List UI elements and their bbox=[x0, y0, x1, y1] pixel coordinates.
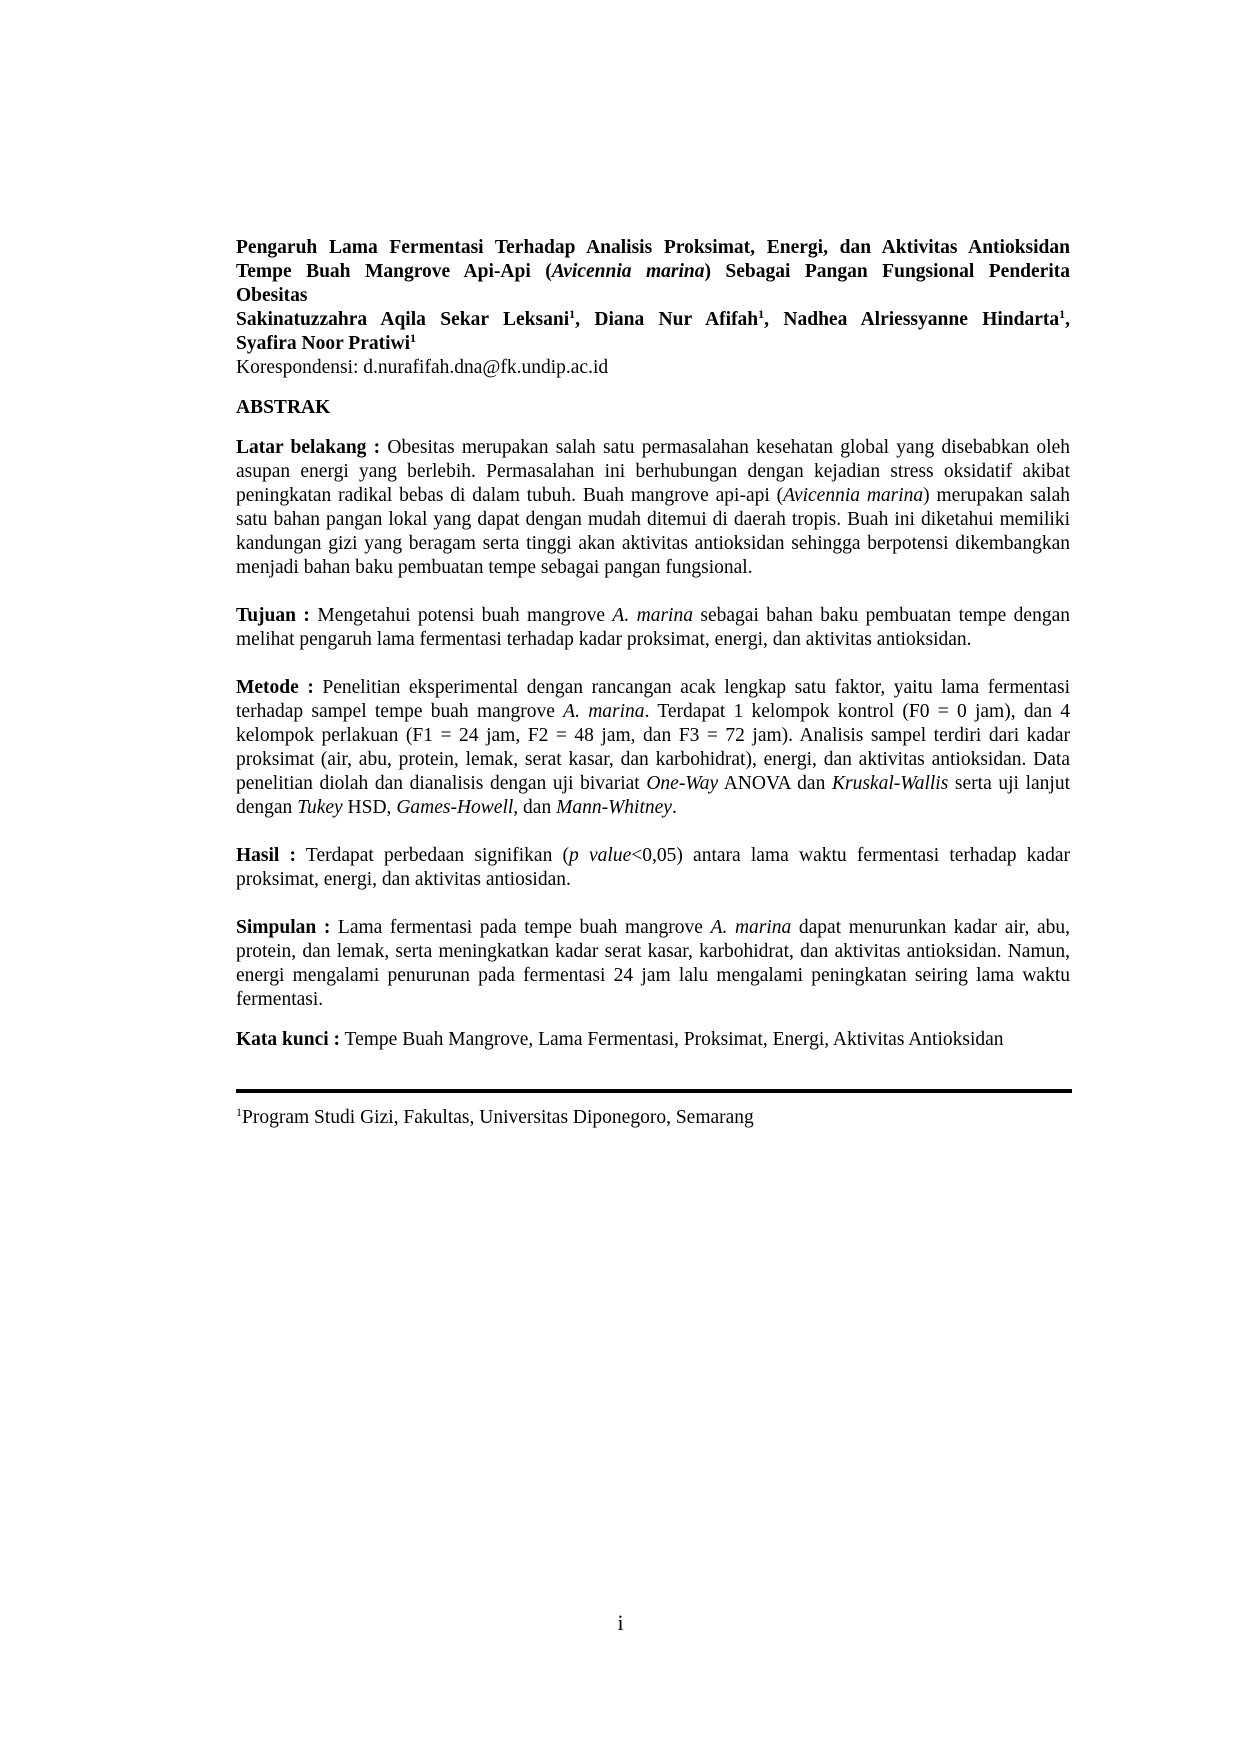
correspondence: Korespondensi: d.nurafifah.dna@fk.undip.ac.id bbox=[236, 357, 609, 378]
title-text: Tempe Buah Mangrove Api-Api ( bbox=[236, 261, 552, 282]
section-text: Lama fermentasi pada tempe buah mangrove bbox=[330, 917, 711, 938]
section-italic: A. marina bbox=[612, 605, 693, 626]
section-text: Terdapat perbedaan signifikan ( bbox=[296, 845, 570, 866]
author-name: Diana Nur Afifah bbox=[594, 309, 759, 330]
section-text: Penelitian eksperimental dengan rancangan acak lengkap satu faktor, yaitu lama fermentasi terhadap sampel tempe buah mangrove bbox=[236, 677, 1070, 722]
section-italic: Tukey bbox=[297, 797, 343, 818]
footnote-divider bbox=[236, 1089, 1072, 1093]
section-text: ANOVA dan bbox=[718, 773, 832, 794]
section-text: <0,05) antara lama waktu fermentasi terhadap kadar proksimat, energi, dan aktivitas antiosidan. bbox=[236, 845, 1070, 890]
section-text: Mengetahui potensi buah mangrove bbox=[309, 605, 613, 626]
section-label: Simpulan : bbox=[236, 917, 331, 938]
affiliation-marker: 1 bbox=[1059, 307, 1066, 321]
section-simpulan bbox=[236, 916, 1070, 1012]
author-name: Nadhea Alriessyanne Hindarta bbox=[783, 309, 1060, 330]
title-line-3: Obesitas bbox=[236, 285, 308, 306]
author-list bbox=[236, 308, 1070, 356]
section-text: HSD, bbox=[342, 797, 397, 818]
author-line-2 bbox=[236, 332, 1070, 356]
affiliation-footnote bbox=[236, 1106, 754, 1130]
section-text: Obesitas merupakan salah satu permasalahan kesehatan global yang disebabkan oleh asupan energi yang berlebih. Permasalahan ini berhubungan dengan kejadian stress oksidatif akibat peningkatan radikal bebas di dalam tubuh. Buah mangrove api-api ( bbox=[236, 437, 1070, 506]
section-tujuan bbox=[236, 604, 1070, 652]
keywords-text: Tempe Buah Mangrove, Lama Fermentasi, Proksimat, Energi, Aktivitas Antioksidan bbox=[340, 1029, 1004, 1050]
title-species: Avicennia marina bbox=[551, 261, 705, 282]
section-italic: Avicennia marina bbox=[783, 485, 924, 506]
title-text: ) Sebagai Pangan Fungsional Penderita bbox=[704, 261, 1070, 282]
footnote-marker: 1 bbox=[236, 1105, 242, 1119]
section-label: Metode : bbox=[236, 677, 314, 698]
affiliation-marker: 1 bbox=[410, 331, 417, 345]
section-label: Tujuan : bbox=[236, 605, 310, 626]
section-metode bbox=[236, 676, 1070, 820]
section-italic: A. marina bbox=[710, 917, 792, 938]
author-name: Syafira Noor Pratiwi bbox=[236, 333, 411, 354]
abstract-page bbox=[236, 236, 1070, 1052]
section-text: serta uji lanjut dengan bbox=[236, 773, 1070, 818]
section-italic: Kruskal-Wallis bbox=[831, 773, 949, 794]
title-line-2 bbox=[236, 260, 1070, 284]
section-text: sebagai bahan baku pembuatan tempe dengan melihat pengaruh lama fermentasi terhadap kadar proksimat, energi, dan aktivitas antioksidan. bbox=[236, 605, 1070, 650]
section-keywords bbox=[236, 1028, 1070, 1052]
author-line-1: Sakinatuzzahra Aqila Sekar Leksani$^1$, Diana Nur Afifah$^1$, Nadhea Alriessyanne Hindarta$^1$, bbox=[236, 307, 1071, 330]
section-text: ) merupakan salah satu bahan pangan lokal yang dapat dengan mudah ditemui di daerah tropis. Buah ini diketahui memiliki kandungan gizi yang beragam serta tinggi akan aktivitas antioksidan sehingga berpotensi dikembangkan menjadi bahan baku pembuatan tempe sebagai pangan fungsional. bbox=[236, 485, 1070, 578]
section-latar-belakang bbox=[236, 436, 1070, 580]
page-number: i bbox=[617, 1610, 624, 1635]
section-text: dapat menurunkan kadar air, abu, protein, dan lemak, serta meningkatkan kadar serat kasar, karbohidrat, dan aktivitas antioksidan. Namun, energi mengalami penurunan pada fermentasi 24 jam lalu mengalami peningkatan seiring lama waktu fermentasi. bbox=[236, 917, 1071, 1010]
section-label: Latar belakang : bbox=[236, 437, 381, 458]
footnote-text: Program Studi Gizi, Fakultas, Universitas Diponegoro, Semarang bbox=[242, 1107, 754, 1128]
section-label: Kata kunci : bbox=[236, 1029, 341, 1050]
section-text: . Terdapat 1 kelompok kontrol (F0 = 0 jam), dan 4 kelompok perlakuan (F1 = 24 jam, F2 = 48 jam, dan F3 = 72 jam). Analisis sampel terdiri dari kadar proksimat (air, abu, protein, lemak, serat kasar, dan karbohidrat), energi, dan aktivitas antioksidan. Data penelitian diolah dan dianalisis dengan uji bivariat bbox=[236, 701, 1070, 794]
section-italic: One-Way bbox=[646, 773, 719, 794]
abstract-heading: ABSTRAK bbox=[236, 397, 331, 418]
author-name: Sakinatuzzahra Aqila Sekar Leksani bbox=[236, 309, 570, 330]
section-italic: p value bbox=[569, 845, 632, 866]
title-line-1: Pengaruh Lama Fermentasi Terhadap Analisis Proksimat, Energi, dan Aktivitas Antioksidan bbox=[236, 237, 1070, 258]
section-text: . bbox=[671, 797, 677, 818]
paper-title bbox=[236, 236, 1070, 308]
affiliation-marker: 1 bbox=[758, 307, 765, 321]
section-italic: Mann-Whitney bbox=[556, 797, 672, 818]
affiliation-marker: 1 bbox=[569, 307, 576, 321]
section-label: Hasil : bbox=[236, 845, 297, 866]
section-italic: Games-Howell bbox=[396, 797, 514, 818]
section-text: , dan bbox=[513, 797, 557, 818]
section-italic: A. marina bbox=[563, 701, 645, 722]
section-hasil bbox=[236, 844, 1070, 892]
